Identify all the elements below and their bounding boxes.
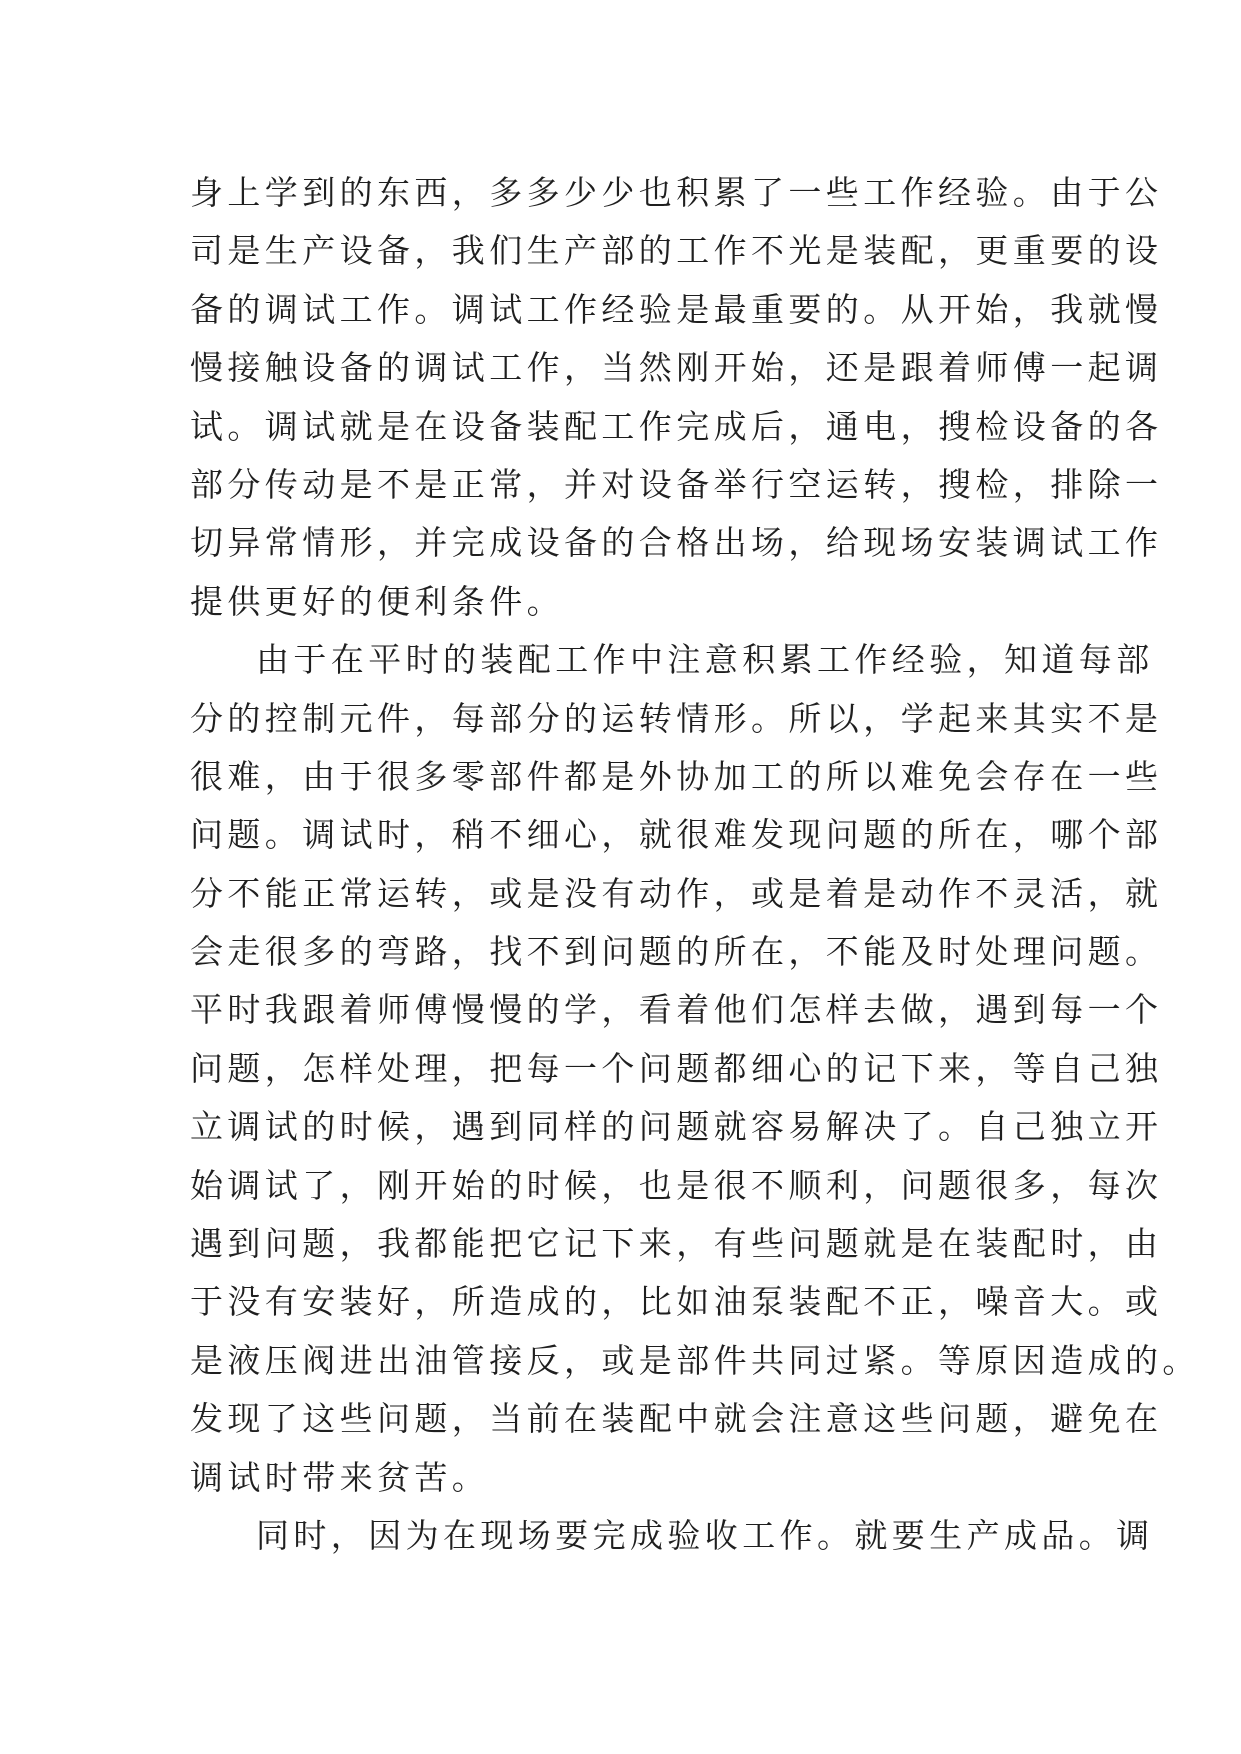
paragraph-first-line: 由于在平时的装配工作中注意积累工作经验，知道每部 — [256, 640, 1154, 680]
text-line: 立调试的时候，遇到同样的问题就容易解决了。自己独立开 — [190, 1107, 1163, 1147]
text-line: 调试时带来贫苦。 — [190, 1457, 490, 1497]
text-line: 发现了这些问题，当前在装配中就会注意这些问题，避免在 — [190, 1399, 1163, 1439]
text-line: 始调试了，刚开始的时候，也是很不顺利，问题很多，每次 — [190, 1165, 1163, 1205]
text-line: 问题。调试时，稍不细心，就很难发现问题的所在，哪个部 — [190, 815, 1163, 855]
text-line: 备的调试工作。调试工作经验是最重要的。从开始，我就慢 — [190, 289, 1163, 329]
text-line: 于没有安装好，所造成的，比如油泵装配不正，噪音大。或 — [190, 1282, 1163, 1322]
text-line: 分不能正常运转，或是没有动作，或是着是动作不灵活，就 — [190, 873, 1163, 913]
text-line: 切异常情形，并完成设备的合格出场，给现场安装调试工作 — [190, 523, 1163, 563]
text-line: 平时我跟着师傅慢慢的学，看着他们怎样去做，遇到每一个 — [190, 990, 1163, 1030]
text-line: 慢接触设备的调试工作，当然刚开始，还是跟着师傅一起调 — [190, 348, 1163, 388]
text-line: 分的控制元件，每部分的运转情形。所以，学起来其实不是 — [190, 698, 1163, 738]
text-line: 身上学到的东西，多多少少也积累了一些工作经验。由于公 — [190, 173, 1163, 212]
body-text — [190, 164, 1200, 1565]
text-line: 是液压阀进出油管接反，或是部件共同过紧。等原因造成的。 — [190, 1340, 1200, 1380]
text-line: 部分传动是不是正常，并对设备举行空运转，搜检，排除一 — [190, 464, 1163, 504]
text-line: 提供更好的便利条件。 — [190, 581, 564, 621]
text-line: 会走很多的弯路，找不到问题的所在，不能及时处理问题。 — [190, 932, 1163, 972]
text-line: 很难，由于很多零部件都是外协加工的所以难免会存在一些 — [190, 756, 1163, 796]
text-line: 问题，怎样处理，把每一个问题都细心的记下来，等自己独 — [190, 1048, 1163, 1088]
paragraph-first-line: 同时，因为在现场要完成验收工作。就要生产成品。调 — [256, 1515, 1154, 1555]
text-line: 试。调试就是在设备装配工作完成后，通电，搜检设备的各 — [190, 406, 1163, 446]
text-line: 司是生产设备，我们生产部的工作不光是装配，更重要的设 — [190, 231, 1163, 271]
text-line: 遇到问题，我都能把它记下来，有些问题就是在装配时，由 — [190, 1224, 1163, 1264]
